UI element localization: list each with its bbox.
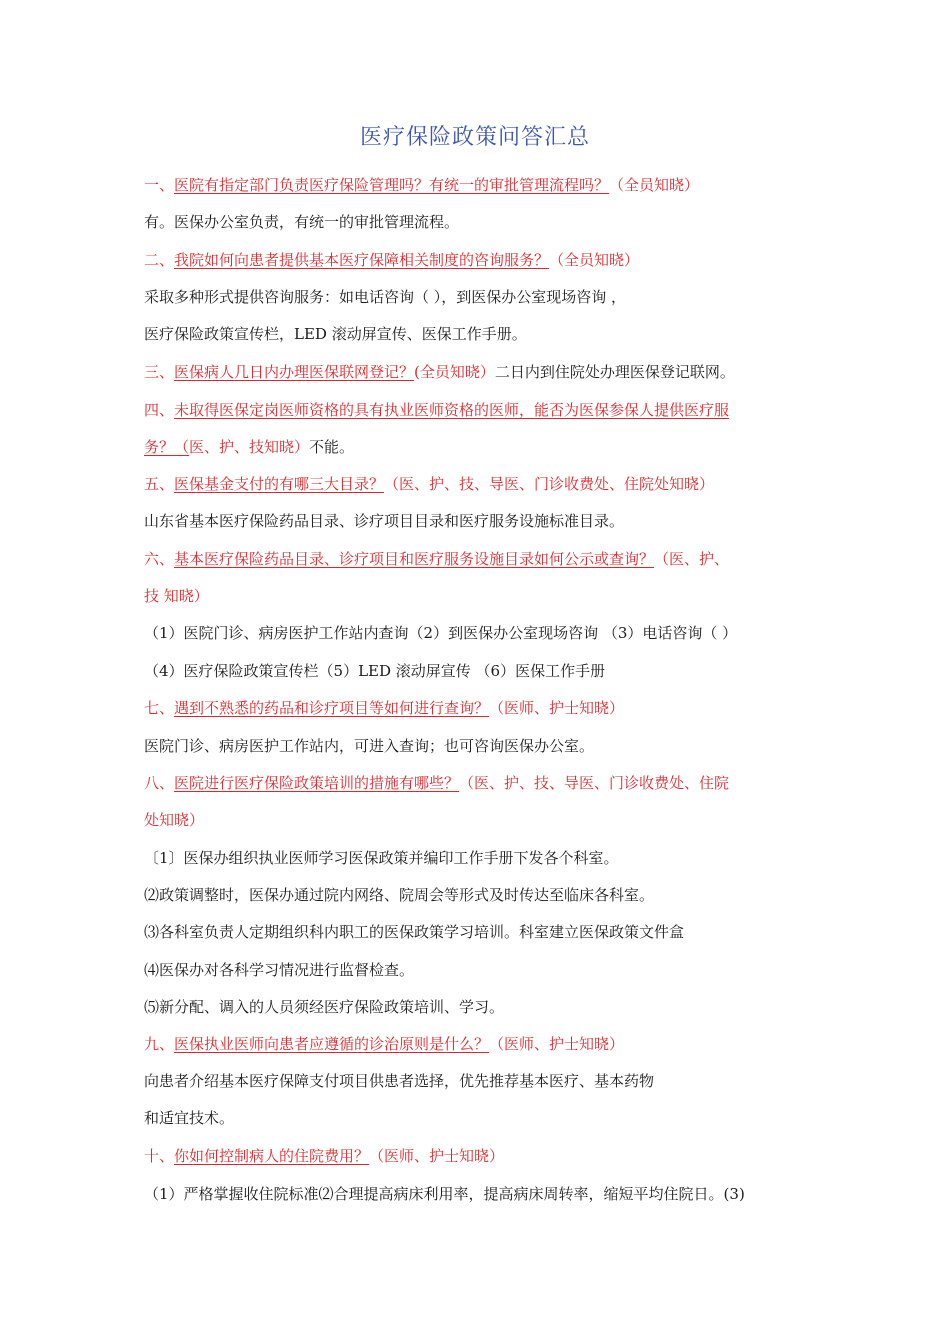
question-4-line-1: 四、未取得医保定岗医师资格的具有执业医师资格的医师，能否为医保参保人提供医疗服 (144, 401, 730, 419)
question-6-line-1: 六、基本医疗保险药品目录、诊疗项目和医疗服务设施目录如何公示或查询？（医、护、 (144, 550, 730, 568)
question-8-line-1: 八、医院进行医疗保险政策培训的措施有哪些？（医、护、技、导医、门诊收费处、住院 (144, 774, 730, 792)
answer-2-line-2: 医疗保险政策宣传栏，LED 滚动屏宣传、医保工作手册。 (144, 325, 527, 343)
answer-9-line-2: 和适宜技术。 (144, 1109, 235, 1127)
answer-2-line-1: 采取多种形式提供咨询服务：如电话咨询（ ），到医保办公室现场咨询 ， (144, 288, 627, 306)
answer-7: 医院门诊、病房医护工作站内，可进入查询；也可咨询医保办公室。 (144, 737, 595, 755)
question-1: 一、医院有指定部门负责医疗保险管理吗？有统一的审批管理流程吗？（全员知晓） (144, 176, 700, 194)
answer-8-line-4: ⑷医保办对各科学习情况进行监督检查。 (144, 961, 415, 979)
answer-8-line-3: ⑶各科室负责人定期组织科内职工的医保政策学习培训。科室建立医保政策文件盒 (144, 923, 685, 941)
question-9: 九、医保执业医师向患者应遵循的诊治原则是什么？（医师、护士知晓） (144, 1035, 625, 1053)
question-5: 五、医保基金支付的有哪三大目录？（医、护、技、导医、门诊收费处、住院处知晓） (144, 475, 715, 493)
answer-9-line-1: 向患者介绍基本医疗保障支付项目供患者选择，优先推荐基本医疗、基本药物 (144, 1072, 655, 1090)
answer-6-line-1: （1）医院门诊、病房医护工作站内查询（2）到医保办公室现场咨询 （3）电话咨询（ ） (144, 624, 738, 642)
answer-1: 有。医保办公室负责，有统一的审批管理流程。 (144, 213, 460, 231)
answer-8-line-1: 〔1〕医保办组织执业医师学习医保政策并编印工作手册下发各个科室。 (144, 849, 619, 867)
document-title: 医疗保险政策问答汇总 (359, 125, 590, 150)
question-3: 三、医保病人几日内办理医保联网登记？(全员知晓）二日内到住院处办理医保登记联网。 (144, 363, 735, 381)
answer-5: 山东省基本医疗保险药品目录、诊疗项目目录和医疗服务设施标准目录。 (144, 512, 625, 530)
answer-8-line-5: ⑸新分配、调入的人员须经医疗保险政策培训、学习。 (144, 998, 505, 1016)
answer-6-line-2: （4）医疗保险政策宣传栏（5）LED 滚动屏宣传 （6）医保工作手册 (144, 662, 606, 680)
answer-10-line-1: （1）严格掌握收住院标准⑵合理提高病床利用率，提高病床周转率，缩短平均住院日。(3) (144, 1185, 745, 1203)
question-4-line-2: 务？（医、护、技知晓）不能。 (144, 438, 355, 456)
question-10: 十、你如何控制病人的住院费用？（医师、护士知晓） (144, 1147, 505, 1165)
question-6-line-2: 技 知晓） (144, 587, 209, 605)
answer-8-line-2: ⑵政策调整时，医保办通过院内网络、院周会等形式及时传达至临床各科室。 (144, 886, 655, 904)
question-2: 二、我院如何向患者提供基本医疗保障相关制度的咨询服务？（全员知晓） (144, 251, 640, 269)
question-8-line-2: 处知晓） (144, 811, 205, 829)
question-7: 七、遇到不熟悉的药品和诊疗项目等如何进行查询？（医师、护士知晓） (144, 699, 625, 717)
